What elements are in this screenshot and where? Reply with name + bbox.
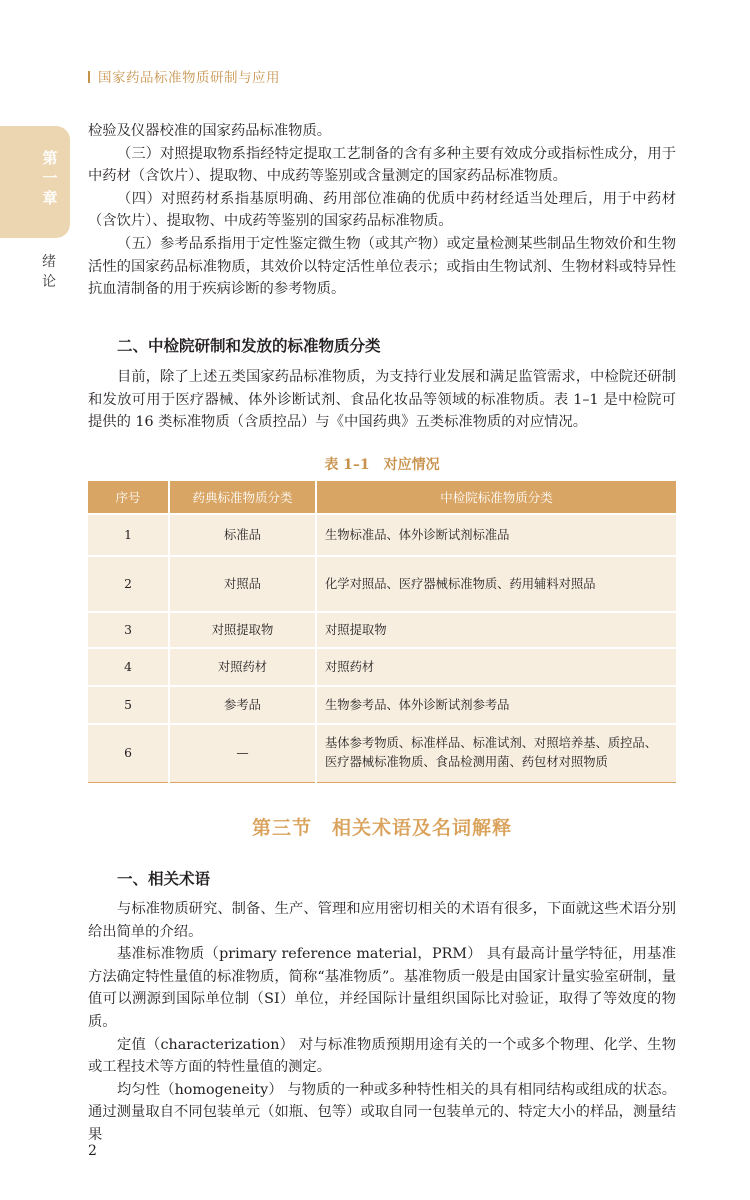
paragraph: （五）参考品系指用于定性鉴定微生物（或其产物）或定量检测某些制品生物效价和生物活性的国家药品标准物质，其效价以特定活性单位表示；或指由生物试剂、生物材料或特异性抗血清制备的用于疾病诊断的参考物质。 xyxy=(88,235,676,298)
table-cell: 标准品 xyxy=(169,514,316,556)
chapter-label: 第一章 xyxy=(42,149,58,207)
table-cell: 对照品 xyxy=(169,556,316,612)
table-cell: 参考品 xyxy=(169,686,316,724)
table-row xyxy=(88,556,676,612)
paragraph: 均匀性（homogeneity） 与物质的一种或多种特性相关的具有相同结构或组成的状态。通过测量取自不同包装单元（如瓶、包等）或取自同一包装单元的、特定大小的样品，测量结果 xyxy=(88,1081,676,1143)
table-header-row xyxy=(88,481,676,514)
running-head-text: 国家药品标准物质研制与应用 xyxy=(98,70,280,86)
paragraph: 与标准物质研究、制备、生产、管理和应用密切相关的术语有很多，下面就这些术语分别给出简单的介绍。 xyxy=(88,901,676,940)
table-cell: 对照药材 xyxy=(316,648,676,686)
running-head-bar xyxy=(88,71,90,83)
table-row xyxy=(88,612,676,648)
table-cell: 化学对照品、医疗器械标准物质、药用辅料对照品 xyxy=(316,556,676,612)
table-cell: 5 xyxy=(88,686,169,724)
table-cell: 1 xyxy=(88,514,169,556)
table-row xyxy=(88,724,676,782)
table-row xyxy=(88,514,676,556)
table-row xyxy=(88,648,676,686)
table-header-cell: 中检院标准物质分类 xyxy=(316,481,676,514)
paragraph: 基准标准物质（primary reference material，PRM） 具有最高计量学特征，用基准方法确定特性量值的标准物质，简称“基准物质”。基准物质一般是由国家计量实验室研制，量值可以溯源到国际单位制（SI）单位，并经国际计量组织国际比对验证，取得了等效度的物质。 xyxy=(88,946,676,1030)
table-cell: 对照药材 xyxy=(169,648,316,686)
table-cell: 对照提取物 xyxy=(316,612,676,648)
table-cell: 基体参考物质、标准样品、标准试剂、对照培养基、质控品、医疗器械标准物质、食品检测用菌、药包材对照物质 xyxy=(316,724,676,782)
table-cell: 3 xyxy=(88,612,169,648)
table-cell: 6 xyxy=(88,724,169,782)
table-cell: — xyxy=(169,724,316,782)
section-heading: 二、中检院研制和发放的标准物质分类 xyxy=(117,337,381,355)
table-cell: 对照提取物 xyxy=(169,612,316,648)
table-header-cell: 药典标准物质分类 xyxy=(169,481,316,514)
paragraph: （四）对照药材系指基原明确、药用部位准确的优质中药材经适当处理后，用于中药材（含饮片）、提取物、中成药等鉴别的国家药品标准物质。 xyxy=(88,190,676,230)
paragraph: 定值（characterization） 对与标准物质预期用途有关的一个或多个物理、化学、生物或工程技术等方面的特性量值的测定。 xyxy=(88,1036,676,1076)
page-number: 2 xyxy=(88,1143,97,1159)
table-caption: 表 1–1 对应情况 xyxy=(324,457,440,473)
terms-block xyxy=(88,898,676,1147)
paragraph: （三）对照提取物系指经特定提取工艺制备的含有多种主要有效成分或指标性成分，用于中药材（含饮片）、提取物、中成药等鉴别或含量测定的国家药品标准物质。 xyxy=(88,145,676,185)
chapter-tab xyxy=(0,126,70,238)
running-head xyxy=(88,66,280,86)
table-cell: 4 xyxy=(88,648,169,686)
intro-block xyxy=(88,120,676,301)
table-cell: 生物标准品、体外诊断试剂标准品 xyxy=(316,514,676,556)
classification-block xyxy=(88,366,676,434)
table-cell: 生物参考品、体外诊断试剂参考品 xyxy=(316,686,676,724)
paragraph: 目前，除了上述五类国家药品标准物质，为支持行业发展和满足监管需求，中检院还研制和发放可用于医疗器械、体外诊断试剂、食品化妆品等领域的标准物质。表 1–1 是中检院可提供的 16 类标准物质（含质控品）与《中国药典》五类标准物质的对应情况。 xyxy=(88,369,676,431)
table-row xyxy=(88,686,676,724)
subsection-heading: 一、相关术语 xyxy=(117,870,211,888)
table-header-cell: 序号 xyxy=(88,481,169,514)
chapter-title: 绪论 xyxy=(42,254,56,290)
paragraph: 检验及仪器校准的国家药品标准物质。 xyxy=(88,123,332,139)
table-cell: 2 xyxy=(88,556,169,612)
section-title: 第三节 相关术语及名词解释 xyxy=(251,817,512,839)
classification-table xyxy=(88,481,676,783)
